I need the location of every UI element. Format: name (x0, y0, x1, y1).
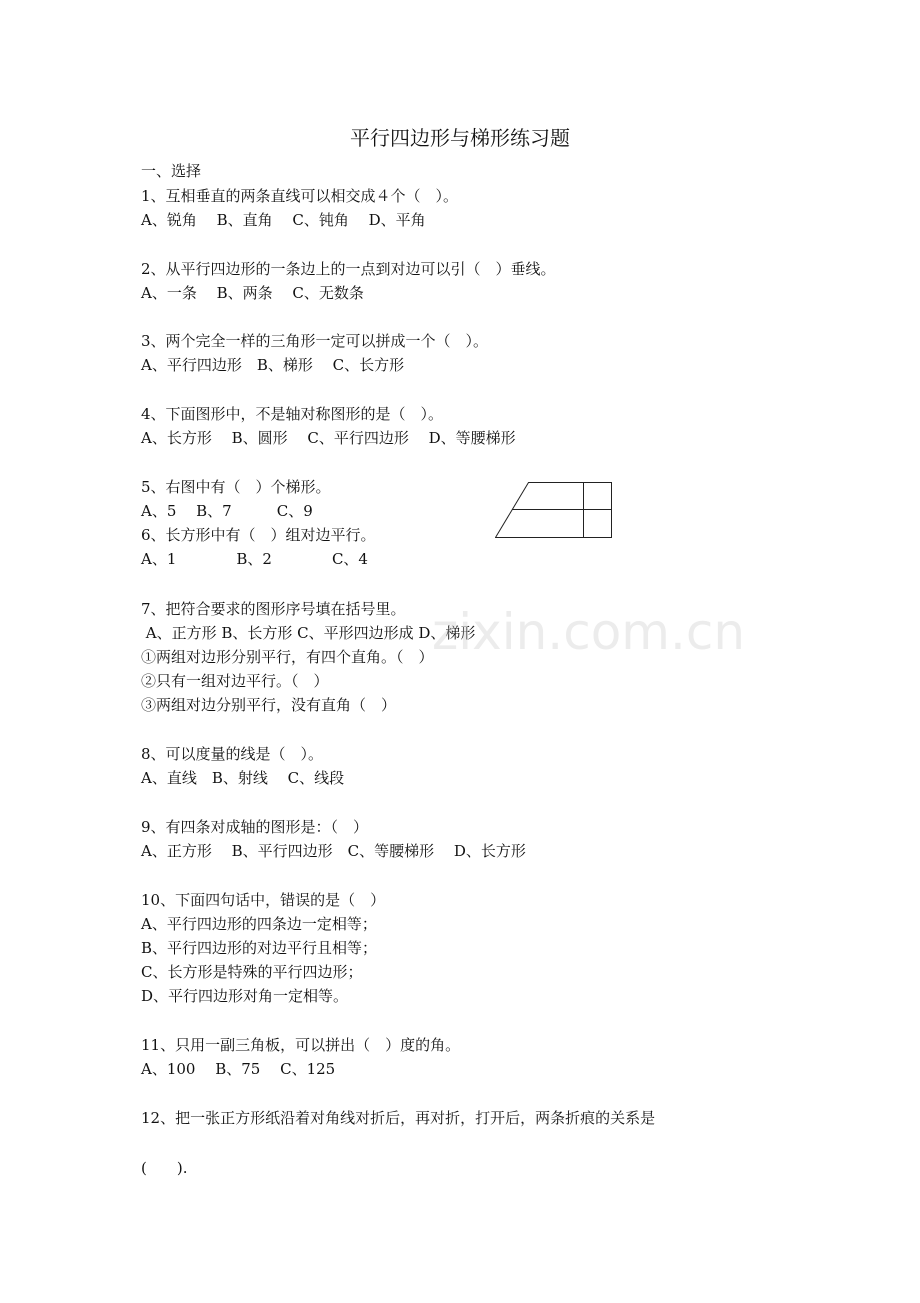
question-11: 11、只用一副三角板，可以拼出（ ）度的角。 (141, 1036, 461, 1054)
trapezoid-figure (495, 482, 612, 538)
section-heading: 一、选择 (141, 162, 202, 180)
question-10-option-c: C、长方形是特殊的平行四边形； (141, 963, 363, 981)
question-5: 5、右图中有（ ）个梯形。 (141, 478, 331, 496)
question-1: 1、互相垂直的两条直线可以相交成４个（ ）。 (141, 187, 459, 205)
question-2-options: A、一条 B、两条 C、无数条 (141, 284, 364, 302)
question-8-options: A、直线 B、射线 C、线段 (141, 769, 345, 787)
question-7-choices: A、正方形 B、长方形 C、平形四边形成 D、梯形 (141, 624, 476, 642)
question-7-item-1: ①两组对边形分别平行，有四个直角。（ ） (141, 648, 434, 666)
question-7: 7、把符合要求的图形序号填在括号里。 (141, 600, 406, 618)
question-6: 6、长方形中有（ ）组对边平行。 (141, 526, 376, 544)
question-1-options: A、锐角 B、直角 C、钝角 D、平角 (141, 211, 426, 229)
question-7-item-3: ③两组对边分别平行，没有直角（ ） (141, 696, 397, 714)
question-10-option-d: D、平行四边形对角一定相等。 (141, 987, 349, 1005)
question-10-option-b: B、平行四边形的对边平行且相等； (141, 939, 378, 957)
watermark: zixin.com.cn (432, 603, 746, 661)
question-2: 2、从平行四边形的一条边上的一点到对边可以引（ ）垂线。 (141, 260, 556, 278)
question-12: 12、把一张正方形纸沿着对角线对折后，再对折，打开后，两条折痕的关系是 (141, 1109, 656, 1127)
question-7-item-2: ②只有一组对边平行。（ ） (141, 672, 329, 690)
question-12-answer-blank: ( ). (141, 1159, 188, 1177)
question-10: 10、下面四句话中，错误的是（ ） (141, 891, 386, 909)
question-5-options: A、5 B、7 C、9 (141, 502, 313, 520)
question-8: 8、可以度量的线是（ ）。 (141, 745, 324, 763)
question-9: 9、有四条对成轴的图形是：（ ） (141, 818, 369, 836)
question-4-options: A、长方形 B、圆形 C、平行四边形 D、等腰梯形 (141, 429, 516, 447)
question-9-options: A、正方形 B、平行四边形 C、等腰梯形 D、长方形 (141, 842, 526, 860)
question-3: 3、两个完全一样的三角形一定可以拼成一个（ ）。 (141, 332, 489, 350)
question-6-options: A、1 B、2 C、4 (141, 550, 368, 568)
question-11-options: A、100 B、75 C、125 (141, 1060, 336, 1078)
question-10-option-a: A、平行四边形的四条边一定相等； (141, 915, 377, 933)
page-title: 平行四边形与梯形练习题 (350, 126, 570, 150)
question-3-options: A、平行四边形 B、梯形 C、长方形 (141, 356, 405, 374)
question-4: 4、下面图形中，不是轴对称图形的是（ ）。 (141, 405, 444, 423)
